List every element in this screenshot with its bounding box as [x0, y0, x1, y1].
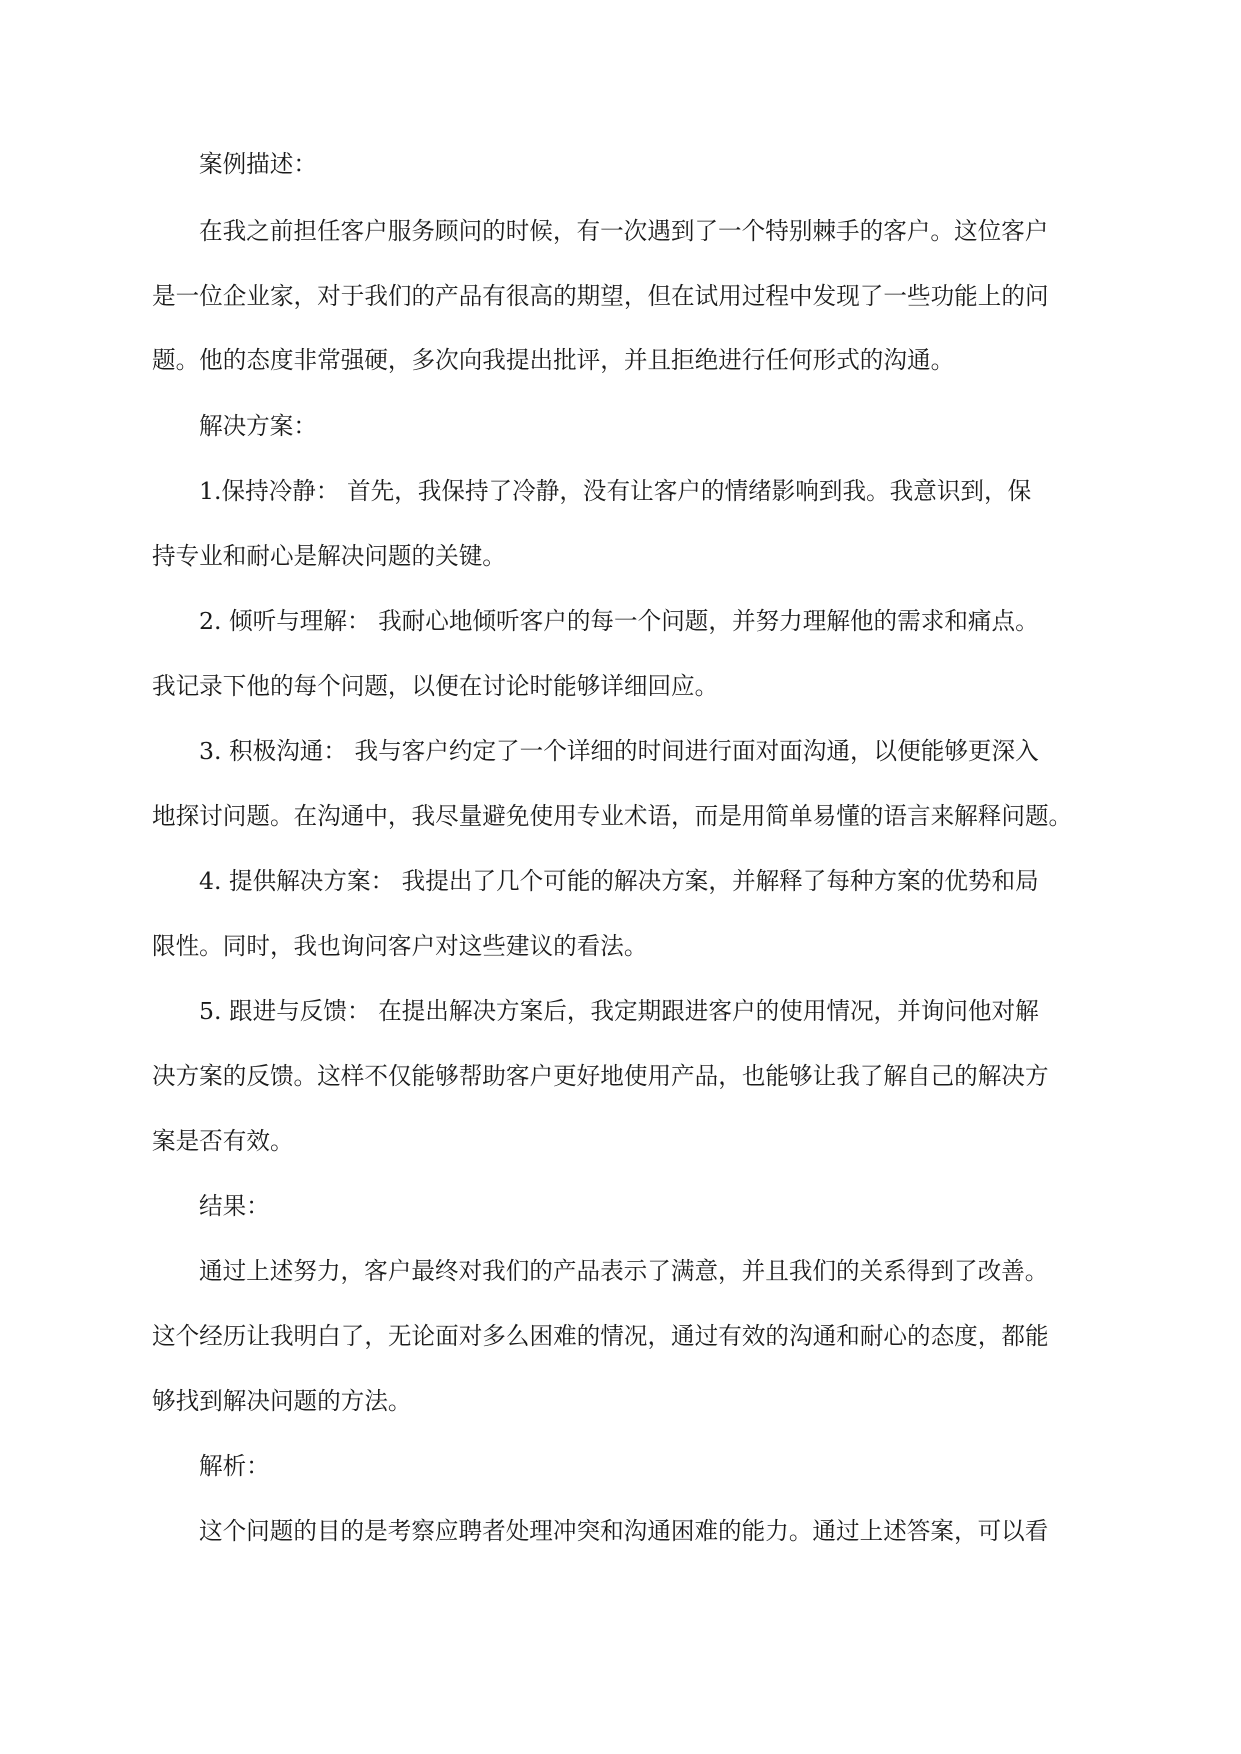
paragraph-line: 在我之前担任客户服务顾问的时候，有一次遇到了一个特别棘手的客户。这位客户 — [199, 217, 1049, 245]
paragraph-line: 够找到解决问题的方法。 — [152, 1387, 412, 1415]
heading-analysis: 解析： — [199, 1452, 270, 1480]
list-item-line: 决方案的反馈。这样不仅能够帮助客户更好地使用产品，也能够让我了解自己的解决方 — [152, 1062, 1049, 1090]
list-item-line: 案是否有效。 — [152, 1127, 294, 1155]
paragraph-line: 是一位企业家，对于我们的产品有很高的期望，但在试用过程中发现了一些功能上的问 — [152, 282, 1049, 310]
list-item-line: 1.保持冷静： 首先，我保持了冷静，没有让客户的情绪影响到我。我意识到，保 — [199, 477, 1032, 505]
list-item-line: 2. 倾听与理解： 我耐心地倾听客户的每一个问题，并努力理解他的需求和痛点。 — [199, 607, 1039, 635]
heading-result: 结果： — [199, 1192, 270, 1220]
list-item-line: 我记录下他的每个问题，以便在讨论时能够详细回应。 — [152, 672, 719, 700]
list-item-line: 限性。同时，我也询问客户对这些建议的看法。 — [152, 932, 648, 960]
list-item-line: 3. 积极沟通： 我与客户约定了一个详细的时间进行面对面沟通，以便能够更深入 — [199, 737, 1039, 765]
list-item-line: 5. 跟进与反馈： 在提出解决方案后，我定期跟进客户的使用情况，并询问他对解 — [199, 997, 1039, 1025]
list-item-line: 4. 提供解决方案： 我提出了几个可能的解决方案，并解释了每种方案的优势和局 — [199, 867, 1039, 895]
heading-solution: 解决方案： — [199, 412, 317, 440]
paragraph-line: 题。他的态度非常强硬，多次向我提出批评，并且拒绝进行任何形式的沟通。 — [152, 346, 955, 374]
list-item-line: 持专业和耐心是解决问题的关键。 — [152, 542, 506, 570]
list-item-line: 地探讨问题。在沟通中，我尽量避免使用专业术语，而是用简单易懂的语言来解释问题。 — [152, 802, 1073, 830]
heading-case-description: 案例描述： — [199, 150, 317, 178]
paragraph-line: 这个问题的目的是考察应聘者处理冲突和沟通困难的能力。通过上述答案，可以看 — [199, 1517, 1049, 1545]
paragraph-line: 通过上述努力，客户最终对我们的产品表示了满意，并且我们的关系得到了改善。 — [199, 1257, 1049, 1285]
paragraph-line: 这个经历让我明白了，无论面对多么困难的情况，通过有效的沟通和耐心的态度，都能 — [152, 1322, 1049, 1350]
